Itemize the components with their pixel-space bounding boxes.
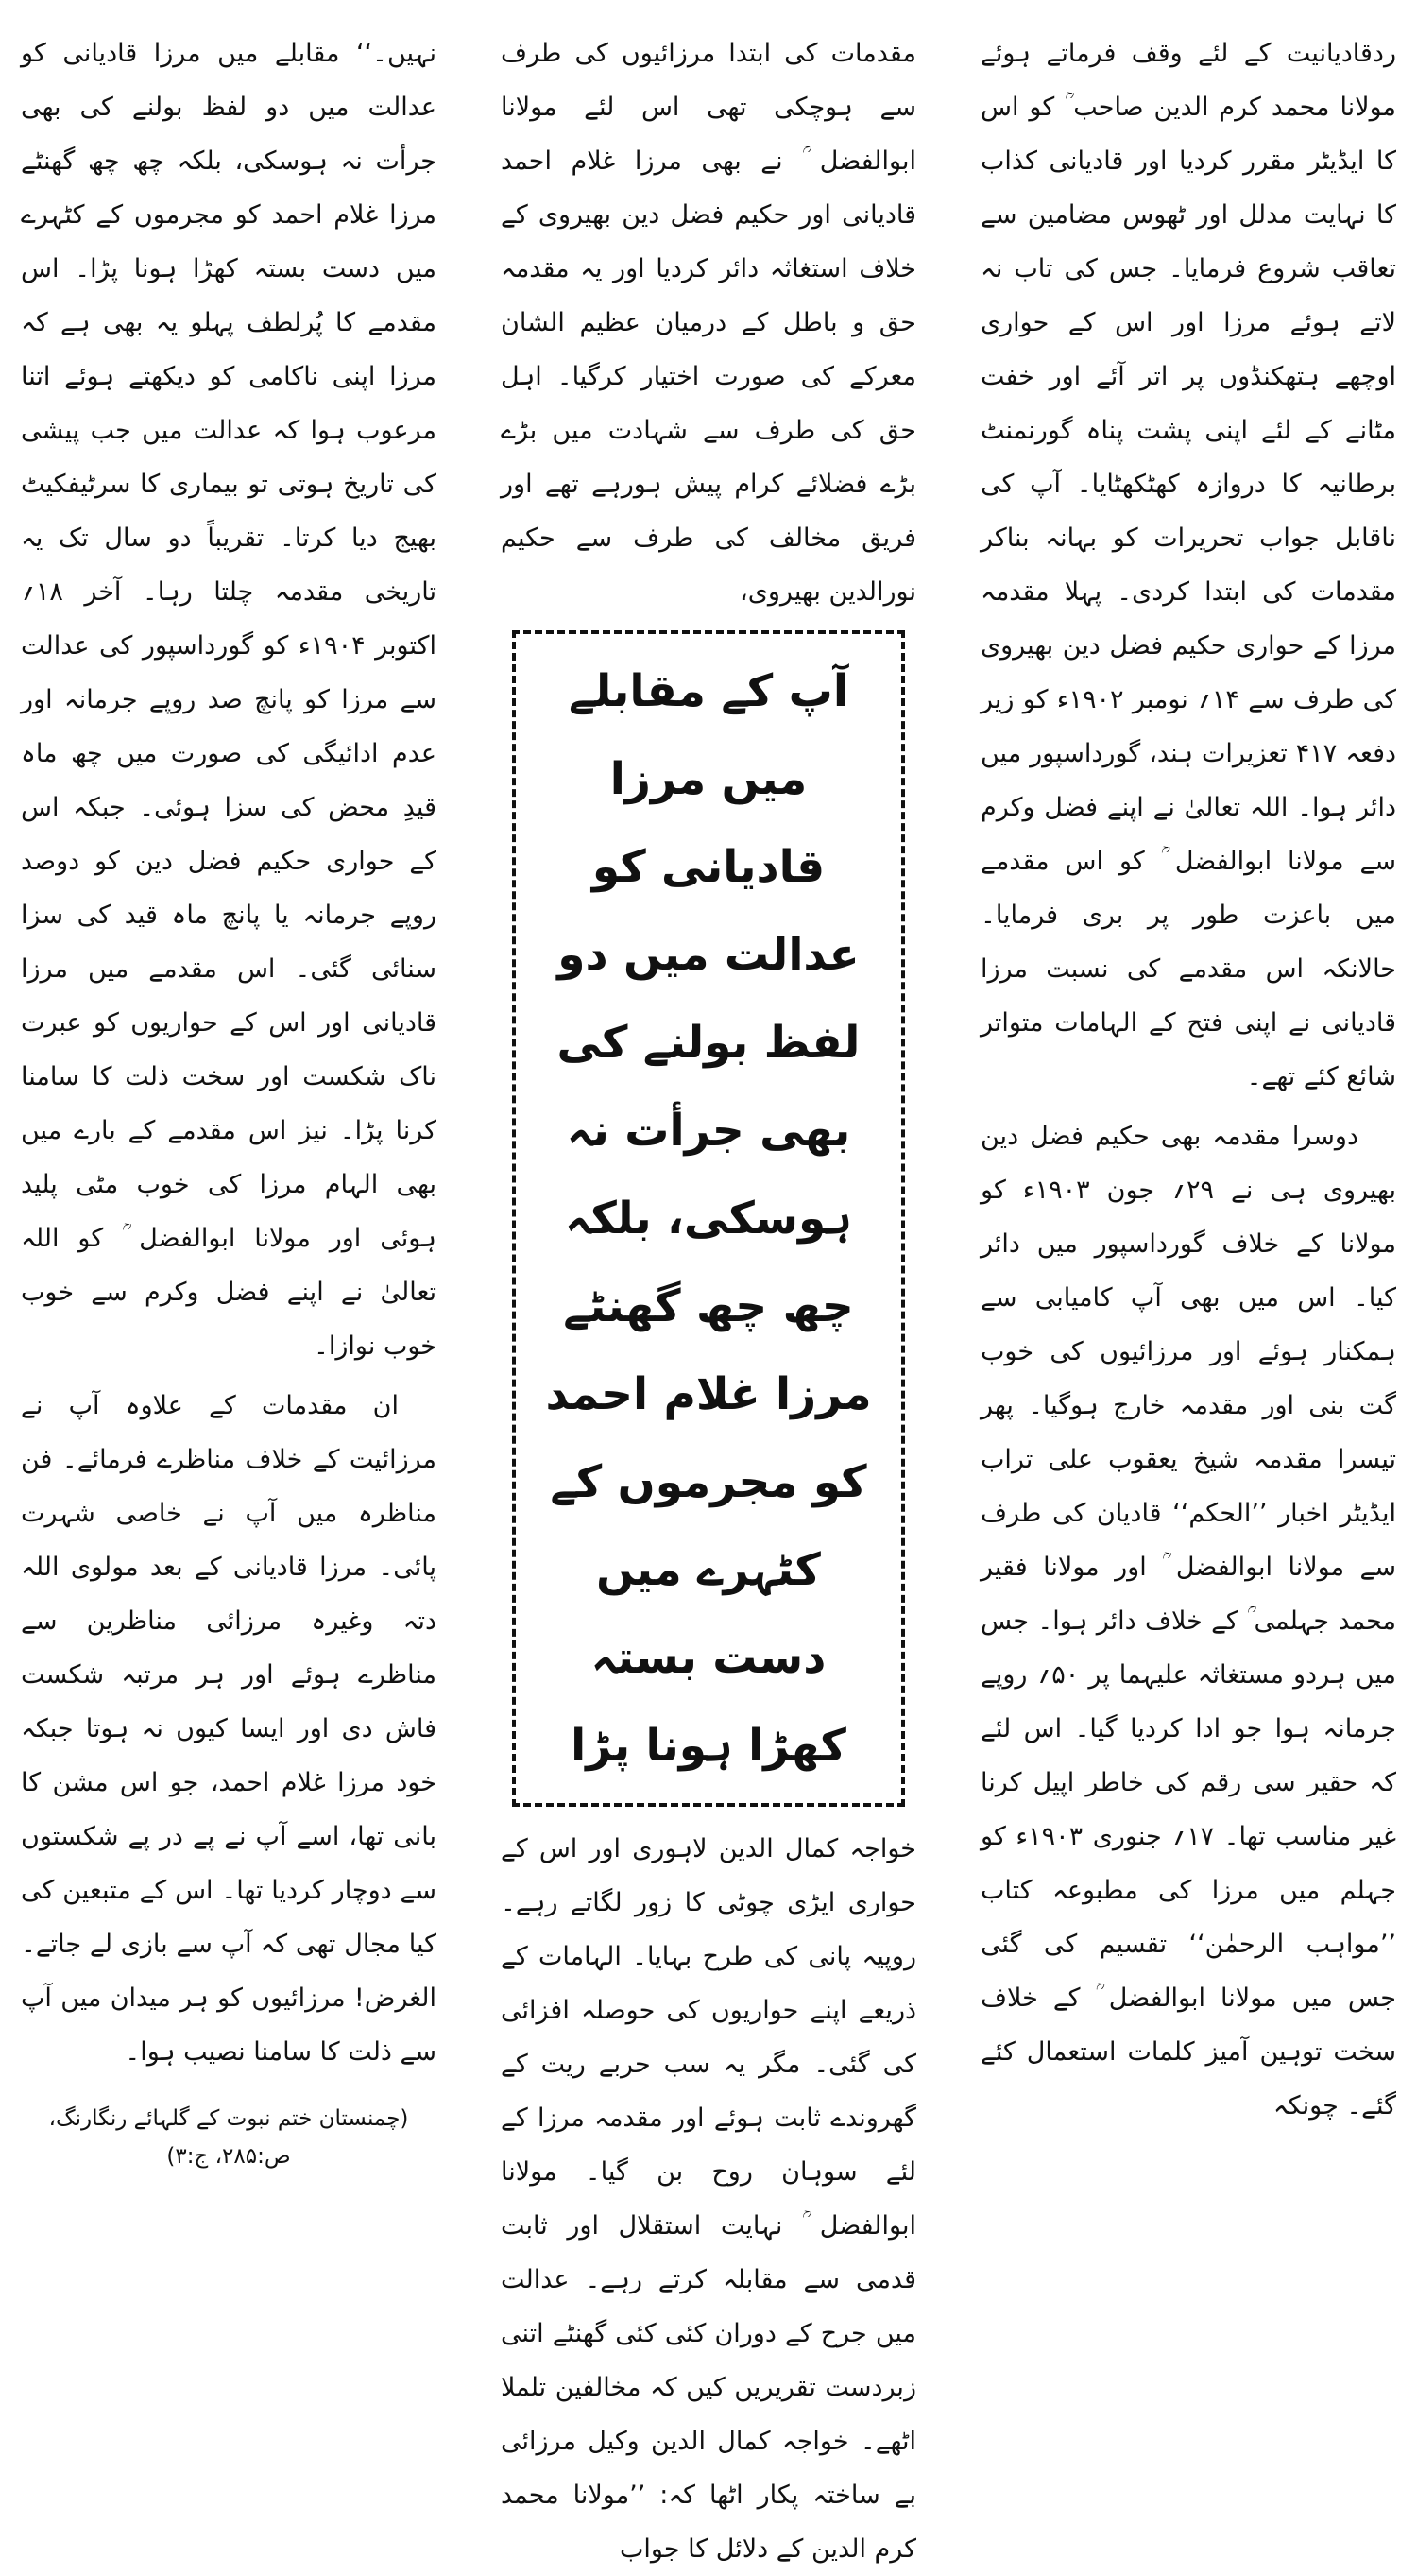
pull-quote-text: آپ کے مقابلے میں مرزا قادیانی کو عدالت میں دو لفظ بولنے کی بھی جرأت نہ ہوسکی، بلکہ چھ چھ گھنٹے مرزا غلام احمد کو مجرموں کے کٹہرے میں دست بستہ کھڑا ہونا پڑا [545,665,872,1772]
column-right-paragraph-1: ردقادیانیت کے لئے وقف فرماتے ہوئے مولانا محمد کرم الدین صاحب ؒ کو اس کا ایڈیٹر مقرر کردیا اور قادیانی کذاب کا نہایت مدلل اور ٹھوس مضامین سے تعاقب شروع فرمایا۔ جس کی تاب نہ لاتے ہوئے مرزا اور اس کے حواری اوچھے ہتھکنڈوں پر اتر آئے اور خفت مٹانے کے لئے اپنی پشت پناہ گورنمنٹ برطانیہ کا دروازہ کھٹکھٹایا۔ آپ کی ناقابل جواب تحریرات کو بہانہ بناکر مقدمات کی ابتدا کردی۔ پہلا مقدمہ مرزا کے حواری حکیم فضل دین بھیروی کی طرف سے ۱۴؍ نومبر ۱۹۰۲ء کو زیر دفعہ ۴۱۷ تعزیرات ہند، گورداسپور میں دائر ہوا۔ اللہ تعالیٰ نے اپنے فضل وکرم سے مولانا ابوالفضل ؒ کو اس مقدمے میں باعزت طور پر بری فرمایا۔ حالانکہ اس مقدمے کی نسبت مرزا قادیانی نے اپنی فتح کے الہامات متواتر شائع کئے تھے۔ [981,39,1396,1091]
source-reference: (چمنستان ختم نبوت کے گلہائے رنگارنگ، ص:۲۸۵، ج:۳) [48,2106,409,2169]
column-middle-top-paragraph: مقدمات کی ابتدا مرزائیوں کی طرف سے ہوچکی تھی اس لئے مولانا ابوالفضل ؒ نے بھی مرزا غلام احمد قادیانی اور حکیم فضل دین بھیروی کے خلاف استغاثہ دائر کردیا اور یہ مقدمہ حق و باطل کے درمیان عظیم الشان معرکے کی صورت اختیار کرگیا۔ اہل حق کی طرف سے شہادت میں بڑے بڑے فضلائے کرام پیش ہورہے تھے اور فریق مخالف کی طرف سے حکیم نورالدین بھیروی، [501,39,916,607]
column-left-paragraph-1: نہیں۔‘‘ مقابلے میں مرزا قادیانی کو عدالت میں دو لفظ بولنے کی بھی جرأت نہ ہوسکی، بلکہ چھ چھ گھنٹے مرزا غلام احمد کو مجرموں کے کٹہرے میں دست بستہ کھڑا ہونا پڑا۔ اس مقدمے کا پُرلطف پہلو یہ بھی ہے کہ مرزا اپنی ناکامی کو دیکھتے ہوئے اتنا مرعوب ہوا کہ عدالت میں جب پیشی کی تاریخ ہوتی تو بیماری کا سرٹیفکیٹ بھیج دیا کرتا۔ تقریباً دو سال تک یہ تاریخی مقدمہ چلتا رہا۔ آخر ۱۸؍ اکتوبر ۱۹۰۴ء کو گورداسپور کی عدالت سے مرزا کو پانچ صد روپے جرمانہ اور عدم ادائیگی کی صورت میں چھ ماہ قیدِ محض کی سزا ہوئی۔ جبکہ اس کے حواری حکیم فضل دین کو دوصد روپے جرمانہ یا پانچ ماہ قید کی سزا سنائی گئی۔ اس مقدمے میں مرزا قادیانی اور اس کے حواریوں کو عبرت ناک شکست اور سخت ذلت کا سامنا کرنا پڑا۔ نیز اس مقدمے کے بارے میں بھی الہام مرزا کی خوب مٹی پلید ہوئی اور مولانا ابوالفضل ؒ کو اللہ تعالیٰ نے اپنے فضل وکرم سے خوب خوب نوازا۔ [21,39,436,1361]
column-right-paragraph-2: دوسرا مقدمہ بھی حکیم فضل دین بھیروی ہی نے ۲۹؍ جون ۱۹۰۳ء کو مولانا کے خلاف گورداسپور میں دائر کیا۔ اس میں بھی آپ کامیابی سے ہمکنار ہوئے اور مرزائیوں کی خوب گت بنی اور مقدمہ خارج ہوگیا۔ پھر تیسرا مقدمہ شیخ یعقوب علی تراب ایڈیٹر اخبار ’’الحکم‘‘ قادیان کی طرف سے مولانا ابوالفضل ؒ اور مولانا فقیر محمد جہلمی ؒ کے خلاف دائر ہوا۔ جس میں ہردو مستغاثہ علیہما پر ۵۰؍ روپے جرمانہ ہوا جو ادا کردیا گیا۔ اس لئے کہ حقیر سی رقم کی خاطر اپیل کرنا غیر مناسب تھا۔ ۱۷؍ جنوری ۱۹۰۳ء کو جہلم میں مرزا کی مطبوعہ کتاب ’’مواہب الرحمٰن‘‘ تقسیم کی گئی جس میں مولانا ابوالفضل ؒ کے خلاف سخت توہین آمیز کلمات استعمال کئے گئے۔ چونکہ [981,1122,1396,2121]
column-right [981,26,1396,2121]
column-left [21,26,436,2169]
column-middle [501,26,916,2564]
pull-quote-box [512,630,905,1807]
column-middle-bottom-paragraph: خواجہ کمال الدین لاہوری اور اس کے حواری ایڑی چوٹی کا زور لگاتے رہے۔ روپیہ پانی کی طرح بہایا۔ الہامات کے ذریعے اپنے حواریوں کی حوصلہ افزائی کی گئی۔ مگر یہ سب حربے ریت کے گھروندے ثابت ہوئے اور مقدمہ مرزا کے لئے سوہان روح بن گیا۔ مولانا ابوالفضل ؒ نہایت استقلال اور ثابت قدمی سے مقابلہ کرتے رہے۔ عدالت میں جرح کے دوران کئی کئی گھنٹے اتنی زبردست تقریریں کیں کہ مخالفین تلملا اٹھے۔ خواجہ کمال الدین وکیل مرزائی بے ساختہ پکار اٹھا کہ: ’’مولانا محمد کرم الدین کے دلائل کا جواب [501,1834,916,2564]
column-left-paragraph-2: ان مقدمات کے علاوہ آپ نے مرزائیت کے خلاف مناظرے فرمائے۔ فن مناظرہ میں آپ نے خاصی شہرت پائی۔ مرزا قادیانی کے بعد مولوی اللہ دتہ وغیرہ مرزائی مناظرین سے مناظرے ہوئے اور ہر مرتبہ شکست فاش دی اور ایسا کیوں نہ ہوتا جبکہ خود مرزا غلام احمد، جو اس مشن کا بانی تھا، اسے آپ نے پے در پے شکستوں سے دوچار کردیا تھا۔ اس کے متبعین کی کیا مجال تھی کہ آپ سے بازی لے جاتے۔ الغرض! مرزائیوں کو ہر میدان میں آپ سے ذلت کا سامنا نصیب ہوا۔ [21,1391,436,2067]
